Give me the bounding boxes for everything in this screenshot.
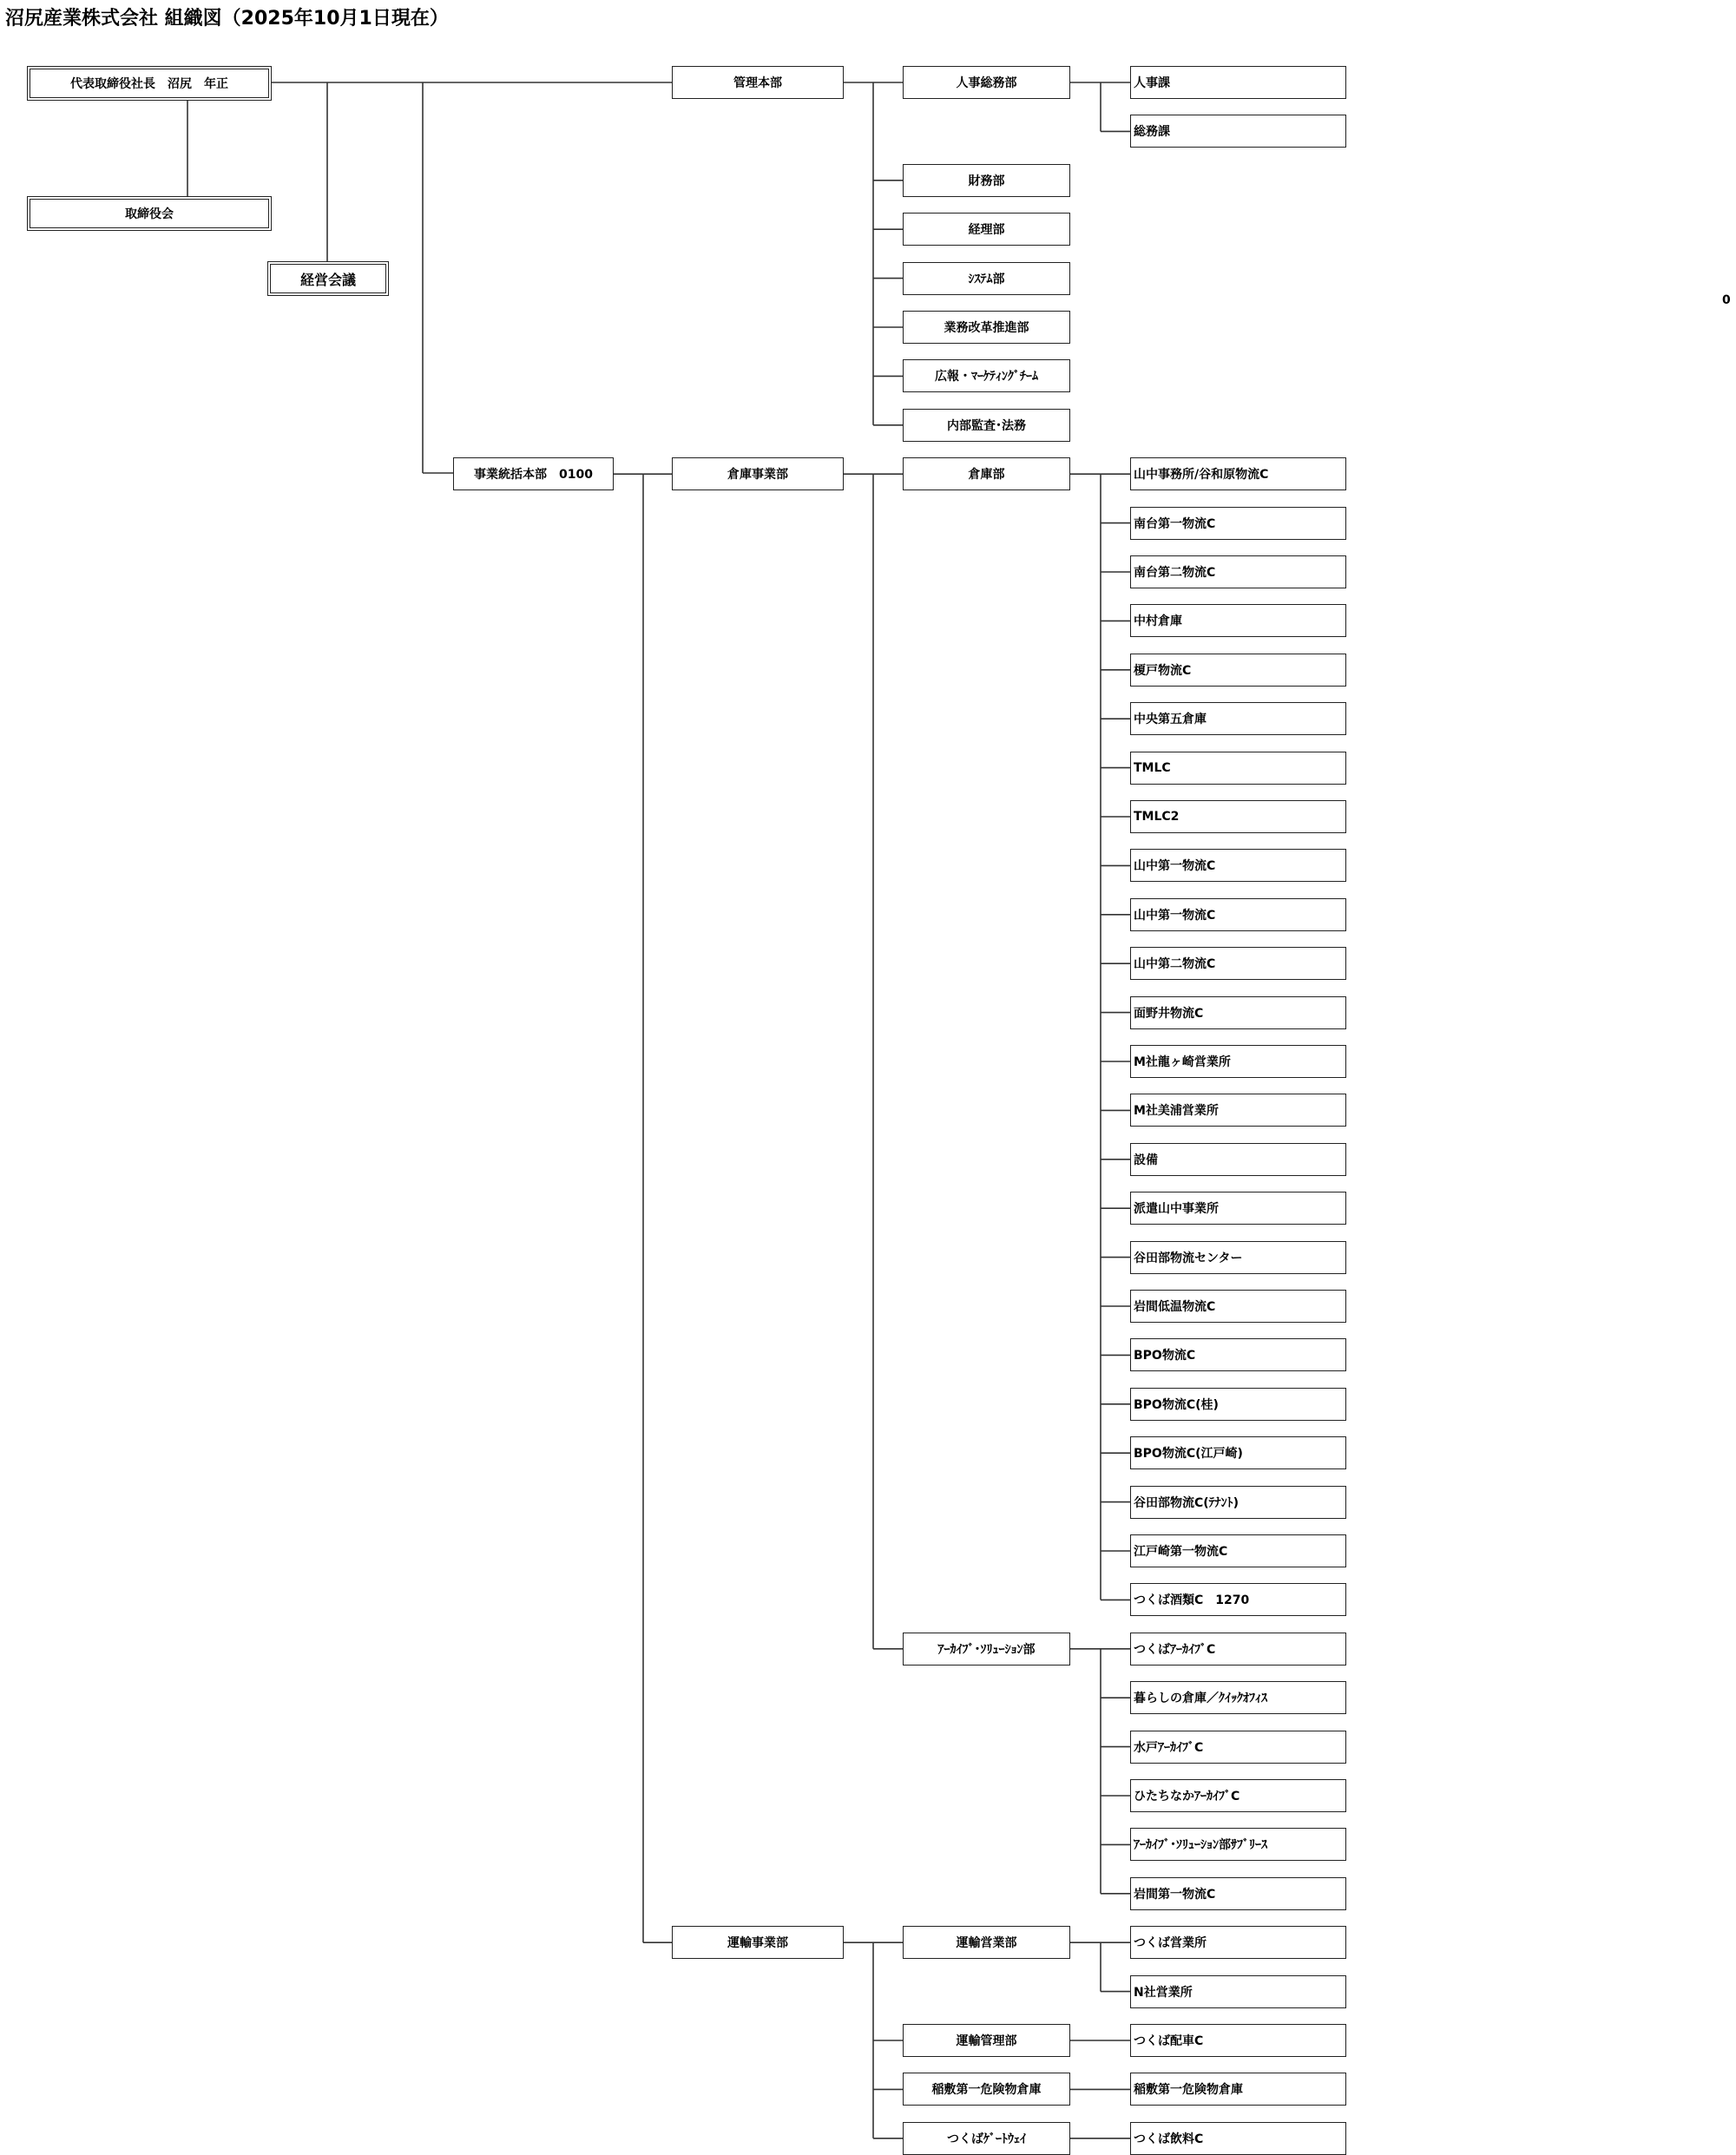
president-box: 代表取締役社長 沼尻 年正 <box>27 66 272 101</box>
division-box: 倉庫事業部 <box>672 457 844 490</box>
admin-hq-box: 管理本部 <box>672 66 844 99</box>
section-box: 人事課 <box>1130 66 1346 99</box>
section-box: 稲敷第一危険物倉庫 <box>1130 2073 1346 2106</box>
section-box: 岩間低温物流C <box>1130 1290 1346 1323</box>
section-box: 派遣山中事業所 <box>1130 1192 1346 1225</box>
section-box: 暮らしの倉庫／ｸｲｯｸｵﾌｨｽ <box>1130 1681 1346 1714</box>
department-box: 内部監査･法務 <box>903 409 1070 442</box>
section-box: 中村倉庫 <box>1130 604 1346 637</box>
department-box: 広報・ﾏｰｹﾃｨﾝｸﾞﾁｰﾑ <box>903 359 1070 392</box>
section-box: 江戸崎第一物流C <box>1130 1534 1346 1567</box>
section-box: 山中事務所/谷和原物流C <box>1130 457 1346 490</box>
section-box: つくば営業所 <box>1130 1926 1346 1959</box>
management-meeting-box: 経営会議 <box>267 261 389 296</box>
department-box: 経理部 <box>903 213 1070 246</box>
department-box: 業務改革推進部 <box>903 311 1070 344</box>
section-box: M社美浦営業所 <box>1130 1094 1346 1127</box>
section-box: M社龍ヶ崎営業所 <box>1130 1045 1346 1078</box>
section-box: TMLC2 <box>1130 800 1346 833</box>
corner-mark: 0 <box>1722 293 1731 307</box>
section-box: ｱｰｶｲﾌﾞ･ｿﾘｭｰｼｮﾝ部ｻﾌﾞﾘｰｽ <box>1130 1828 1346 1861</box>
page-title: 沼尻産業株式会社 組織図（2025年10月1日現在） <box>5 8 449 30</box>
section-box: つくば飲料C <box>1130 2122 1346 2155</box>
section-box: 谷田部物流C(ﾃﾅﾝﾄ) <box>1130 1486 1346 1519</box>
board-box: 取締役会 <box>27 196 272 231</box>
section-box: 山中第一物流C <box>1130 849 1346 882</box>
section-box: 山中第二物流C <box>1130 947 1346 980</box>
section-box: つくばｱｰｶｲﾌﾞC <box>1130 1633 1346 1666</box>
section-box: BPO物流C(江戸崎) <box>1130 1436 1346 1469</box>
section-box: ひたちなかｱｰｶｲﾌﾞC <box>1130 1779 1346 1812</box>
department-box: ｱｰｶｲﾌﾞ･ｿﾘｭｰｼｮﾝ部 <box>903 1633 1070 1666</box>
business-hq-box: 事業統括本部 0100 <box>453 457 614 490</box>
section-box: 総務課 <box>1130 115 1346 148</box>
section-box: 面野井物流C <box>1130 996 1346 1029</box>
section-box: BPO物流C <box>1130 1338 1346 1371</box>
department-box: 運輸営業部 <box>903 1926 1070 1959</box>
section-box: 南台第二物流C <box>1130 555 1346 588</box>
section-box: 中央第五倉庫 <box>1130 702 1346 735</box>
section-box: 設備 <box>1130 1143 1346 1176</box>
section-box: つくば酒類C 1270 <box>1130 1583 1346 1616</box>
section-box: BPO物流C(桂) <box>1130 1388 1346 1421</box>
section-box: 南台第一物流C <box>1130 507 1346 540</box>
section-box: 水戸ｱｰｶｲﾌﾞC <box>1130 1731 1346 1764</box>
section-box: 岩間第一物流C <box>1130 1877 1346 1910</box>
section-box: つくば配車C <box>1130 2024 1346 2057</box>
department-box: 倉庫部 <box>903 457 1070 490</box>
section-box: 榎戸物流C <box>1130 654 1346 687</box>
department-box: 運輸管理部 <box>903 2024 1070 2057</box>
department-box: つくばｹﾞｰﾄｳｪｲ <box>903 2122 1070 2155</box>
section-box: 山中第一物流C <box>1130 898 1346 931</box>
section-box: N社営業所 <box>1130 1975 1346 2008</box>
department-box: 財務部 <box>903 164 1070 197</box>
section-box: 谷田部物流センター <box>1130 1241 1346 1274</box>
department-box: ｼｽﾃﾑ部 <box>903 262 1070 295</box>
section-box: TMLC <box>1130 752 1346 785</box>
division-box: 運輸事業部 <box>672 1926 844 1959</box>
department-box: 稲敷第一危険物倉庫 <box>903 2073 1070 2106</box>
department-box: 人事総務部 <box>903 66 1070 99</box>
